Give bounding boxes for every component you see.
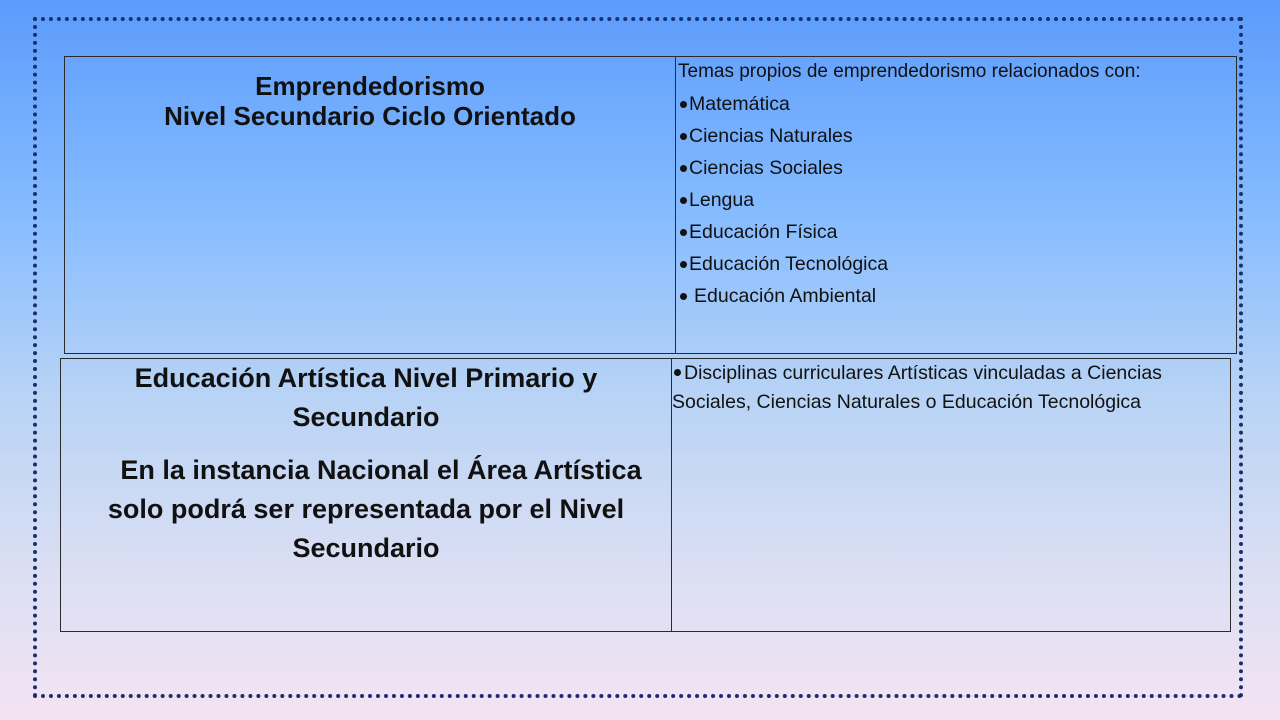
list-item xyxy=(676,152,1236,184)
list-item xyxy=(676,248,1236,280)
list-item xyxy=(676,216,1236,248)
emprendedorismo-topic-list xyxy=(676,88,1236,312)
educacion-artistica-title-cell xyxy=(61,359,672,632)
educacion-artistica-table xyxy=(60,358,1231,632)
emprendedorismo-intro: Temas propios de emprendedorismo relacionados con: xyxy=(678,61,1141,82)
emprendedorismo-title-line1: Emprendedorismo xyxy=(255,71,485,101)
list-item xyxy=(676,88,1236,120)
bullet-icon xyxy=(680,165,687,172)
bullet-icon xyxy=(680,197,687,204)
emprendedorismo-title-line2: Nivel Secundario Ciclo Orientado xyxy=(164,101,576,131)
bullet-icon xyxy=(680,261,687,268)
bullet-icon xyxy=(680,229,687,236)
topic-label: Ciencias Sociales xyxy=(689,157,843,179)
topic-label: Lengua xyxy=(689,189,755,211)
topic-label: Matemática xyxy=(689,93,790,115)
list-item xyxy=(676,280,1236,312)
bullet-icon xyxy=(680,293,687,300)
emprendedorismo-topics-cell xyxy=(676,57,1237,354)
emprendedorismo-title xyxy=(65,57,675,131)
list-item xyxy=(676,184,1236,216)
emprendedorismo-table xyxy=(64,56,1237,354)
topic-label: Educación Tecnológica xyxy=(689,253,889,275)
educacion-artistica-note: En la instancia Nacional el Área Artística solo podrá ser representada por el Nivel Secundario xyxy=(107,455,642,563)
emprendedorismo-title-cell xyxy=(65,57,676,354)
list-item xyxy=(676,120,1236,152)
bullet-icon xyxy=(674,369,681,376)
topic-label: Educación Física xyxy=(689,221,838,243)
educacion-artistica-title: Educación Artística Nivel Primario y Secundario xyxy=(134,363,598,432)
educacion-artistica-detail: Disciplinas curriculares Artísticas vinculadas a Ciencias Sociales, Ciencias Naturales o Educación Tecnológica xyxy=(672,362,1162,413)
topic-label: Educación Ambiental xyxy=(694,285,877,307)
bullet-icon xyxy=(680,101,687,108)
educacion-artistica-detail-cell xyxy=(672,359,1231,632)
bullet-icon xyxy=(680,133,687,140)
topic-label: Ciencias Naturales xyxy=(689,125,853,147)
